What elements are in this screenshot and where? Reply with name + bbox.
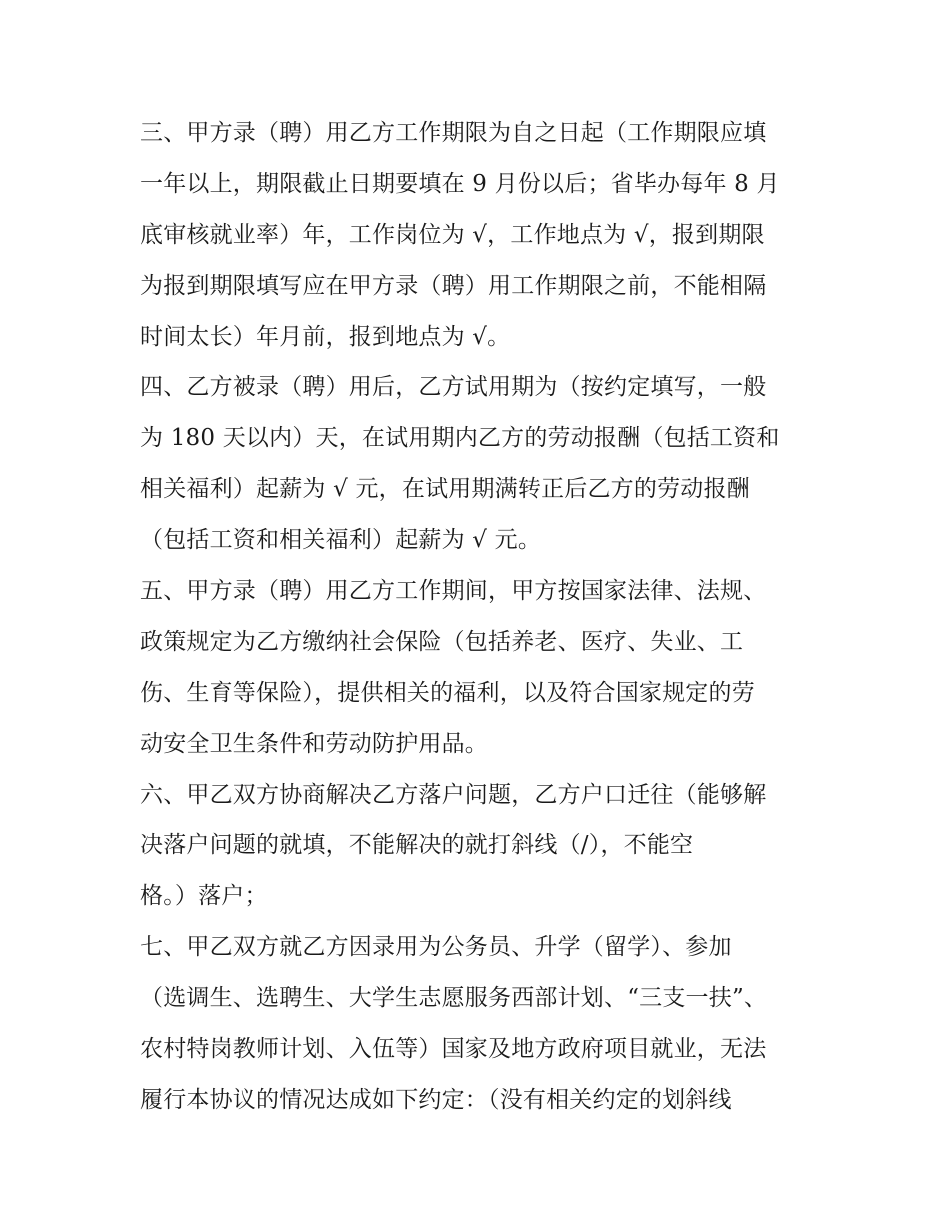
text-line: （选调生、选聘生、大学生志愿服务西部计划、“三支一扶”、 [140,985,768,1012]
text-line: 六、甲乙双方协商解决乙方落户问题，乙方户口迁往（能够解 [140,781,767,808]
text-line: 七、甲乙双方就乙方因录用为公务员、升学（留学）、参加 [140,934,732,961]
text-line: 相关福利）起薪为 √ 元，在试用期满转正后乙方的劳动报酬 [140,476,750,503]
text-line: 底审核就业率）年，工作岗位为 √，工作地点为 √，报到期限 [140,221,765,248]
text-line: 为 180 天以内）天，在试用期内乙方的劳动报酬（包括工资和 [140,425,780,452]
text-line: 为报到期限填写应在甲方录（聘）用工作期限之前，不能相隔 [140,272,767,299]
text-line: 时间太长）年月前，报到地点为 √。 [140,323,511,350]
text-line: 三、甲方录（聘）用乙方工作期限为自之日起（工作期限应填 [140,120,767,146]
document-body [140,108,820,1126]
text-line: 伤、生育等保险），提供相关的福利，以及符合国家规定的劳 [140,679,755,706]
text-line: 一年以上，期限截止日期要填在 9 月份以后；省毕办每年 8 月 [140,170,780,197]
text-line: 五、甲方录（聘）用乙方工作期间，甲方按国家法律、法规、 [140,578,767,605]
text-line: 农村特岗教师计划、入伍等）国家及地方政府项目就业，无法 [140,1036,767,1063]
text-line: 四、乙方被录（聘）用后，乙方试用期为（按约定填写，一般 [140,374,767,401]
text-line: 履行本协议的情况达成如下约定：（没有相关约定的划斜线 [140,1086,732,1113]
text-line: 动安全卫生条件和劳动防护用品。 [140,730,488,757]
text-line: 格。）落户； [140,883,268,910]
text-line: 政策规定为乙方缴纳社会保险（包括养老、医疗、失业、工 [140,628,744,655]
text-line: （包括工资和相关福利）起薪为 √ 元。 [140,527,542,554]
text-line: 决落户问题的就填，不能解决的就打斜线（/），不能空 [140,832,694,859]
